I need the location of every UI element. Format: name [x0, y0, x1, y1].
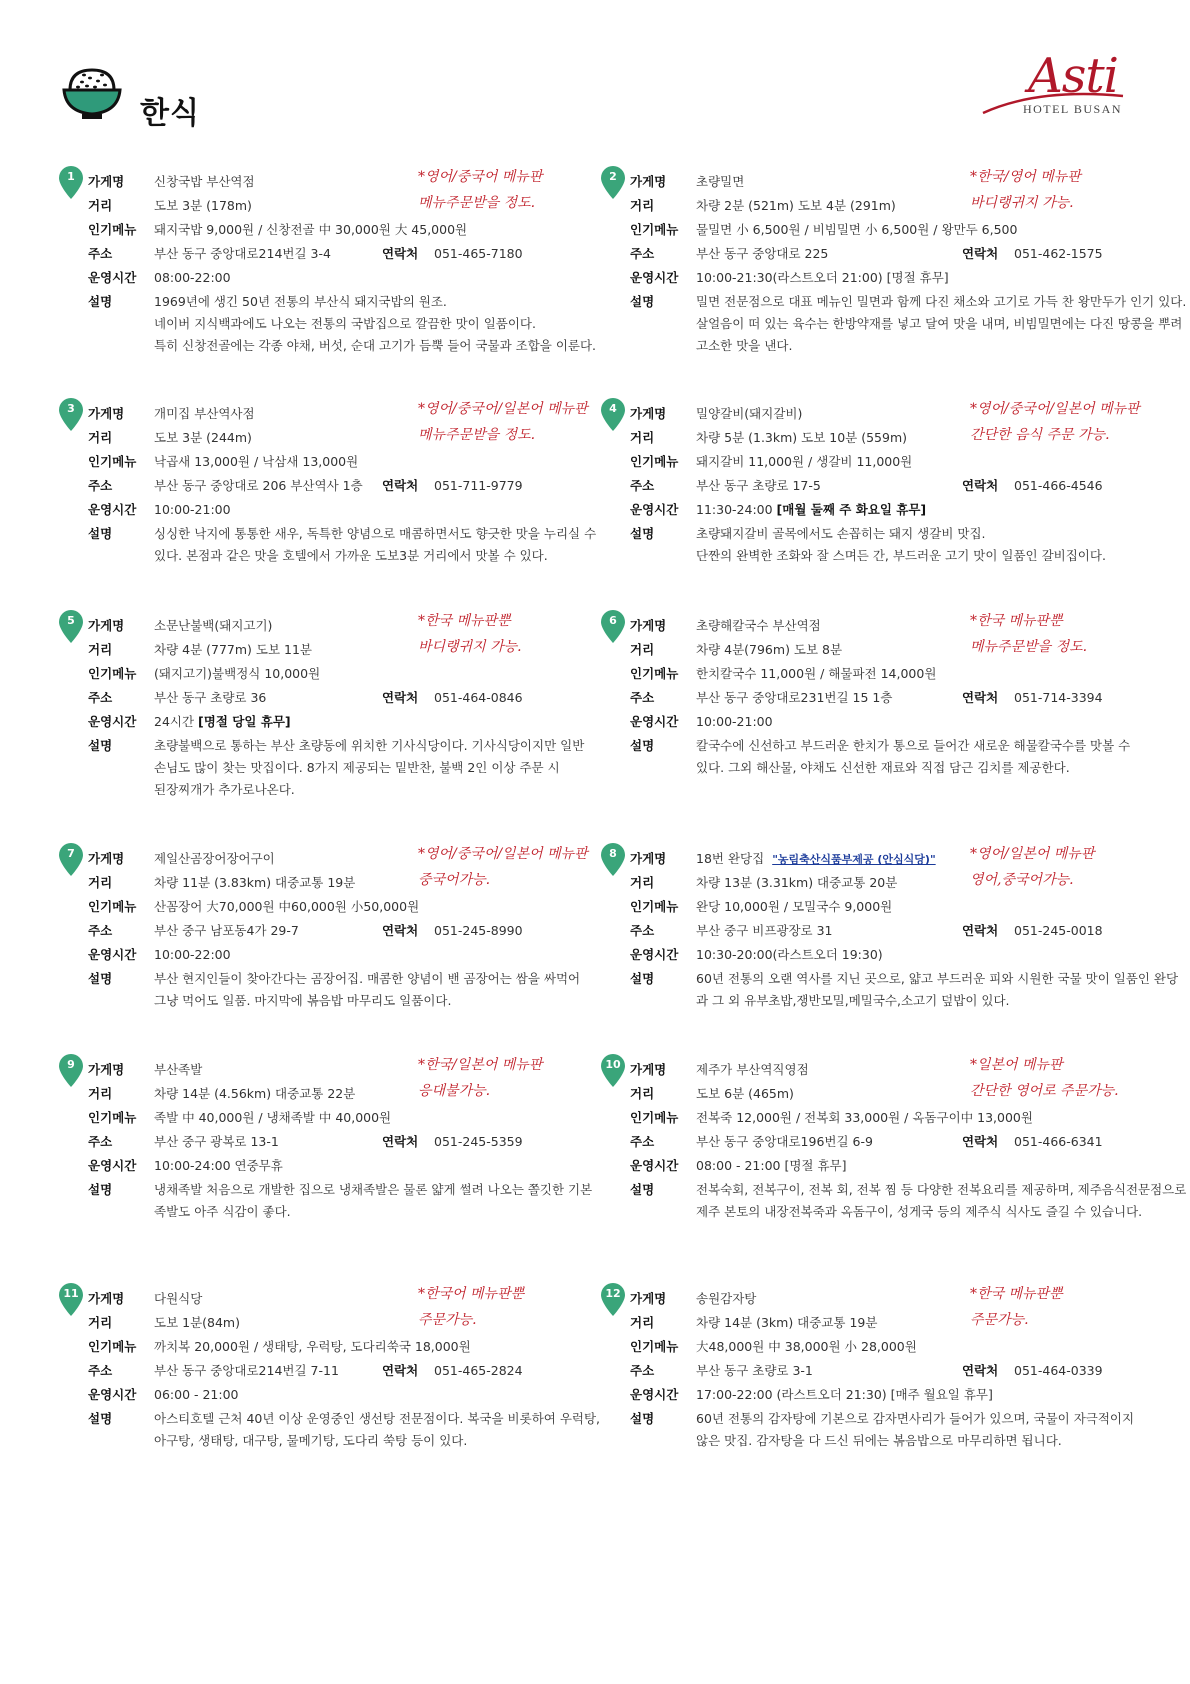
address-value: 부산 동구 중앙대로 225 — [696, 246, 829, 261]
address-label: 주소 — [630, 478, 655, 493]
hours-label: 운영시간 — [630, 270, 679, 285]
hours-label: 운영시간 — [88, 270, 137, 285]
hours-value: 08:00-22:00 — [154, 270, 231, 285]
hours-value: 08:00 - 21:00 [명절 휴무] — [696, 1158, 847, 1173]
map-pin-icon — [600, 1054, 626, 1088]
menu-value: 大48,000원 中 38,000원 小 28,000원 — [696, 1339, 917, 1354]
restaurant-entry — [67, 846, 648, 1049]
contact-label: 연락처 — [962, 478, 999, 493]
distance-value: 차량 5분 (1.3km) 도보 10분 (559m) — [696, 430, 908, 445]
menu-value: 돼지국밥 9,000원 / 신창전골 中 30,000원 大 45,000원 — [154, 222, 468, 237]
description-line: 아스티호텔 근처 40년 이상 운영중인 생선탕 전문점이다. 복국을 비롯하여 우럭탕, — [154, 1411, 601, 1426]
menu-value: 족발 中 40,000원 / 냉채족발 中 40,000원 — [154, 1110, 392, 1125]
handwritten-note — [970, 396, 1140, 448]
description-text — [154, 291, 634, 357]
distance-value: 도보 3분 (178m) — [154, 198, 252, 213]
address-value: 부산 동구 중앙대로214번길 3-4 — [154, 246, 331, 261]
menu-label: 인기메뉴 — [630, 899, 679, 914]
address-label: 주소 — [630, 246, 655, 261]
map-pin-icon — [58, 1054, 84, 1088]
menu-label: 인기메뉴 — [630, 454, 679, 469]
name-label: 가게명 — [88, 1062, 125, 1077]
description-text — [154, 735, 634, 801]
name-label: 가게명 — [630, 618, 667, 633]
note-line: 영어,중국어가능. — [970, 872, 1074, 888]
menu-label: 인기메뉴 — [88, 899, 137, 914]
distance-value: 차량 4분 (777m) 도보 11분 — [154, 642, 312, 657]
description-text — [154, 523, 634, 567]
logo-script: Asti — [1028, 48, 1118, 104]
map-pin-icon — [600, 1283, 626, 1317]
address-value: 부산 동구 중앙대로 206 부산역사 1층 — [154, 478, 363, 493]
distance-label: 거리 — [88, 430, 113, 445]
handwritten-note — [970, 164, 1081, 216]
entry-number: 11 — [63, 1287, 79, 1300]
description-line: 손님도 많이 찾는 맛집이다. 8가지 제공되는 밑반찬, 불백 2인 이상 주문 시 — [154, 760, 560, 775]
address-value: 부산 동구 초량로 3-1 — [696, 1363, 813, 1378]
description-line: 60년 전통의 오랜 역사를 지닌 곳으로, 얇고 부드러운 피와 시원한 국물 맛이 일품인 완당 — [696, 971, 1179, 986]
description-line: 고소한 맛을 낸다. — [696, 338, 793, 353]
distance-label: 거리 — [88, 1086, 113, 1101]
description-text — [154, 1179, 634, 1223]
address-value: 부산 중구 광복로 13-1 — [154, 1134, 279, 1149]
description-label: 설명 — [630, 971, 655, 986]
note-line: *한국 메뉴판뿐 — [970, 1286, 1063, 1302]
description-text — [696, 968, 1179, 1012]
distance-label: 거리 — [88, 1315, 113, 1330]
name-label: 가게명 — [630, 1291, 667, 1306]
hotel-logo — [960, 48, 1140, 118]
menu-label: 인기메뉴 — [88, 1110, 137, 1125]
menu-value: 완당 10,000원 / 모밀국수 9,000원 — [696, 899, 893, 914]
contact-value: 051-245-8990 — [434, 923, 523, 938]
note-line: *한국 메뉴판뿐 — [418, 613, 511, 629]
distance-label: 거리 — [630, 642, 655, 657]
restaurant-entry — [63, 1286, 648, 1489]
restaurant-name: 개미집 부산역사점 — [154, 406, 255, 421]
address-value: 부산 중구 비프광장로 31 — [696, 923, 833, 938]
handwritten-note — [970, 841, 1094, 893]
description-text — [696, 523, 1176, 567]
map-pin-icon — [58, 166, 84, 200]
map-pin-icon — [600, 166, 626, 200]
menu-value: 까치복 20,000원 / 생태탕, 우럭탕, 도다리쑥국 18,000원 — [154, 1339, 471, 1354]
name-label: 가게명 — [630, 406, 667, 421]
hours-value: 11:30-24:00 [매월 둘째 주 화요일 휴무] — [696, 502, 927, 517]
description-text — [154, 968, 634, 1012]
description-text — [696, 1408, 1176, 1452]
restaurant-entry — [605, 1286, 1190, 1489]
description-line: 제주 본토의 내장전복죽과 옥돔구이, 성게국 등의 제주식 식사도 즐길 수 있습니다. — [696, 1204, 1143, 1219]
address-row — [88, 688, 648, 708]
description-label: 설명 — [88, 1411, 113, 1426]
description-line: 밀면 전문점으로 대표 메뉴인 밀면과 함께 다진 채소와 고기로 가득 찬 왕만두가 인기 있다. — [696, 294, 1187, 309]
note-line: *영어/일본어 메뉴판 — [970, 846, 1095, 862]
entry-number: 1 — [67, 170, 75, 183]
hours-label: 운영시간 — [630, 1387, 679, 1402]
handwritten-note — [418, 396, 588, 448]
contact-value: 051-711-9779 — [434, 478, 523, 493]
hours-value: 06:00 - 21:00 — [154, 1387, 239, 1402]
distance-label: 거리 — [630, 198, 655, 213]
address-value: 부산 동구 초량로 36 — [154, 690, 267, 705]
entry-number: 2 — [609, 170, 617, 183]
note-line: 바디랭귀지 가능. — [418, 639, 522, 655]
hours-label: 운영시간 — [630, 502, 679, 517]
hours-value: 24시간 [명절 당일 휴무] — [154, 714, 291, 729]
restaurant-name: 18번 완당집 "농림축산식품부제공 (안심식당)" — [696, 851, 936, 866]
handwritten-note — [970, 1052, 1119, 1104]
contact-label: 연락처 — [382, 478, 419, 493]
contact-label: 연락처 — [382, 690, 419, 705]
address-row — [630, 921, 1190, 941]
restaurant-name: 초량해칼국수 부산역점 — [696, 618, 821, 633]
hours-label: 운영시간 — [630, 1158, 679, 1173]
address-label: 주소 — [88, 690, 113, 705]
note-line: 응대불가능. — [418, 1083, 491, 1099]
hours-label: 운영시간 — [88, 947, 137, 962]
entry-number: 10 — [605, 1058, 621, 1071]
description-line: 있다. 본점과 같은 맛을 호텔에서 가까운 도보3분 거리에서 맛볼 수 있다. — [154, 548, 548, 563]
restaurant-entry — [67, 613, 648, 816]
note-line: 메뉴주문받을 정도. — [970, 639, 1088, 655]
menu-label: 인기메뉴 — [88, 1339, 137, 1354]
restaurant-name: 초량밀면 — [696, 174, 745, 189]
hours-value: 17:00-22:00 (라스트오더 21:30) [매주 월요일 휴무] — [696, 1387, 993, 1402]
menu-value: (돼지고기)불백정식 10,000원 — [154, 666, 321, 681]
address-label: 주소 — [630, 690, 655, 705]
map-pin-icon — [600, 398, 626, 432]
description-line: 있다. 그외 해산물, 야채도 신선한 재료와 직접 담근 김치를 제공한다. — [696, 760, 1070, 775]
description-label: 설명 — [630, 1182, 655, 1197]
menu-value: 산꼼장어 大70,000원 中60,000원 小50,000원 — [154, 899, 420, 914]
description-label: 설명 — [88, 1182, 113, 1197]
hours-label: 운영시간 — [88, 714, 137, 729]
description-line: 단짠의 완벽한 조화와 잘 스며든 간, 부드러운 고기 맛이 일품인 갈비집이다. — [696, 548, 1106, 563]
menu-label: 인기메뉴 — [630, 1339, 679, 1354]
entry-number: 9 — [67, 1058, 75, 1071]
hours-value: 10:00-22:00 — [154, 947, 231, 962]
restaurant-name: 제주가 부산역직영점 — [696, 1062, 809, 1077]
hours-label: 운영시간 — [88, 1387, 137, 1402]
map-pin-icon — [600, 843, 626, 877]
note-line: 중국어가능. — [418, 872, 491, 888]
address-label: 주소 — [630, 1363, 655, 1378]
description-label: 설명 — [630, 294, 655, 309]
hours-label: 운영시간 — [630, 947, 679, 962]
distance-label: 거리 — [630, 1315, 655, 1330]
description-line: 싱싱한 낙지에 통통한 새우, 독특한 양념으로 매콤하면서도 향긋한 맛을 누리실 수 — [154, 526, 597, 541]
restaurant-entry — [609, 169, 1190, 372]
description-text — [696, 735, 1176, 779]
hours-value: 10:00-24:00 연중무휴 — [154, 1158, 283, 1173]
contact-label: 연락처 — [962, 1363, 999, 1378]
note-line: *한국/일본어 메뉴판 — [418, 1057, 543, 1073]
description-line: 네이버 지식백과에도 나오는 전통의 국밥집으로 깔끔한 맛이 일품이다. — [154, 316, 536, 331]
restaurant-name: 밀양갈비(돼지갈비) — [696, 406, 803, 421]
map-pin-icon — [58, 843, 84, 877]
contact-value: 051-465-7180 — [434, 246, 523, 261]
address-label: 주소 — [88, 478, 113, 493]
description-line: 그냥 먹어도 일품. 마지막에 볶음밥 마무리도 일품이다. — [154, 993, 452, 1008]
name-label: 가게명 — [88, 1291, 125, 1306]
contact-value: 051-714-3394 — [1014, 690, 1103, 705]
contact-value: 051-464-0339 — [1014, 1363, 1103, 1378]
address-label: 주소 — [88, 923, 113, 938]
distance-label: 거리 — [88, 875, 113, 890]
contact-label: 연락처 — [962, 246, 999, 261]
address-value: 부산 동구 중앙대로196번길 6-9 — [696, 1134, 873, 1149]
distance-label: 거리 — [88, 642, 113, 657]
contact-label: 연락처 — [382, 1134, 419, 1149]
distance-value: 도보 6분 (465m) — [696, 1086, 794, 1101]
hours-closed-note: [매월 둘째 주 화요일 휴무] — [776, 502, 927, 517]
menu-label: 인기메뉴 — [88, 454, 137, 469]
address-row — [88, 1361, 648, 1381]
hours-closed-note: [명절 당일 휴무] — [198, 714, 291, 729]
name-label: 가게명 — [88, 406, 125, 421]
address-label: 주소 — [88, 1134, 113, 1149]
distance-value: 차량 13분 (3.31km) 대중교통 20분 — [696, 875, 898, 890]
description-line: 부산 현지인들이 찾아간다는 곰장어집. 매콤한 양념이 밴 곰장어는 쌈을 싸먹어 — [154, 971, 581, 986]
description-label: 설명 — [630, 526, 655, 541]
restaurant-entry — [67, 1057, 648, 1260]
menu-value: 낙곱새 13,000원 / 낙삼새 13,000원 — [154, 454, 359, 469]
address-row — [630, 244, 1190, 264]
restaurant-entry — [609, 401, 1190, 604]
description-line: 특히 신창전골에는 각종 야채, 버섯, 순대 고기가 듬뿍 들어 국물과 조합을 이룬다. — [154, 338, 597, 353]
address-row — [88, 476, 648, 496]
contact-label: 연락처 — [962, 690, 999, 705]
description-text — [696, 1179, 1187, 1223]
distance-label: 거리 — [630, 430, 655, 445]
entry-number: 3 — [67, 402, 75, 415]
note-line: 간단한 음식 주문 가능. — [970, 427, 1110, 443]
distance-value: 차량 14분 (4.56km) 대중교통 22분 — [154, 1086, 356, 1101]
entry-number: 12 — [605, 1287, 621, 1300]
name-label: 가게명 — [630, 174, 667, 189]
entry-number: 5 — [67, 614, 75, 627]
description-text — [696, 291, 1187, 357]
menu-label: 인기메뉴 — [88, 222, 137, 237]
note-line: 메뉴주문받을 정도. — [418, 427, 536, 443]
address-row — [630, 1132, 1190, 1152]
contact-value: 051-245-5359 — [434, 1134, 523, 1149]
hours-value: 10:00-21:00 — [154, 502, 231, 517]
description-line: 60년 전통의 감자탕에 기본으로 감자면사리가 들어가 있으며, 국물이 자극적이지 — [696, 1411, 1135, 1426]
restaurant-entry — [67, 169, 648, 372]
restaurant-entry — [609, 846, 1190, 1049]
address-row — [630, 476, 1190, 496]
distance-value: 도보 3분 (244m) — [154, 430, 252, 445]
note-line: 주문가능. — [970, 1312, 1029, 1328]
menu-value: 돼지갈비 11,000원 / 생갈비 11,000원 — [696, 454, 913, 469]
address-value: 부산 동구 중앙대로214번길 7-11 — [154, 1363, 339, 1378]
note-line: 간단한 영어로 주문가능. — [970, 1083, 1119, 1099]
rice-bowl-icon — [60, 60, 124, 124]
address-label: 주소 — [88, 1363, 113, 1378]
address-value: 부산 동구 중앙대로231번길 15 1층 — [696, 690, 893, 705]
entry-number: 6 — [609, 614, 617, 627]
hours-value: 10:30-20:00(라스트오더 19:30) — [696, 947, 883, 962]
menu-value: 전복죽 12,000원 / 전복회 33,000원 / 옥돔구이中 13,000원 — [696, 1110, 1033, 1125]
distance-value: 차량 14분 (3km) 대중교통 19분 — [696, 1315, 878, 1330]
note-line: 바디랭귀지 가능. — [970, 195, 1074, 211]
contact-label: 연락처 — [382, 246, 419, 261]
description-label: 설명 — [88, 294, 113, 309]
hours-label: 운영시간 — [630, 714, 679, 729]
distance-label: 거리 — [630, 1086, 655, 1101]
address-row — [630, 688, 1190, 708]
restaurant-entry — [605, 1057, 1190, 1260]
contact-label: 연락처 — [382, 923, 419, 938]
map-pin-icon — [58, 398, 84, 432]
description-label: 설명 — [630, 1411, 655, 1426]
note-line: *한국 메뉴판뿐 — [970, 613, 1063, 629]
distance-value: 도보 1분(84m) — [154, 1315, 240, 1330]
restaurant-entry — [67, 401, 648, 604]
restaurant-name: 제일산곰장어장어구이 — [154, 851, 275, 866]
contact-value: 051-465-2824 — [434, 1363, 523, 1378]
description-label: 설명 — [88, 971, 113, 986]
contact-value: 051-245-0018 — [1014, 923, 1103, 938]
address-label: 주소 — [88, 246, 113, 261]
distance-value: 차량 11분 (3.83km) 대중교통 19분 — [154, 875, 356, 890]
description-line: 된장찌개가 추가로나온다. — [154, 782, 295, 797]
menu-label: 인기메뉴 — [630, 666, 679, 681]
name-label: 가게명 — [630, 851, 667, 866]
description-label: 설명 — [88, 526, 113, 541]
distance-label: 거리 — [88, 198, 113, 213]
name-label: 가게명 — [630, 1062, 667, 1077]
contact-value: 051-466-4546 — [1014, 478, 1103, 493]
entry-number: 4 — [609, 402, 617, 415]
menu-value: 물밀면 小 6,500원 / 비빔밀면 小 6,500원 / 왕만두 6,500 — [696, 222, 1018, 237]
address-row — [88, 921, 648, 941]
map-pin-icon — [58, 1283, 84, 1317]
map-pin-icon — [58, 610, 84, 644]
restaurant-name: 소문난불백(돼지고기) — [154, 618, 273, 633]
address-label: 주소 — [630, 1134, 655, 1149]
note-line: *일본어 메뉴판 — [970, 1057, 1063, 1073]
address-label: 주소 — [630, 923, 655, 938]
hours-value: 10:00-21:30(라스트오더 21:00) [명절 휴무] — [696, 270, 949, 285]
contact-label: 연락처 — [382, 1363, 419, 1378]
description-line: 냉채족발 처음으로 개발한 집으로 냉채족발은 물론 얇게 썰려 나오는 쫄깃한 기본 — [154, 1182, 593, 1197]
description-line: 족발도 아주 식감이 좋다. — [154, 1204, 291, 1219]
address-row — [88, 244, 648, 264]
description-line: 않은 맛집. 감자탕을 다 드신 뒤에는 볶음밥으로 마무리하면 됩니다. — [696, 1433, 1062, 1448]
contact-value: 051-462-1575 — [1014, 246, 1103, 261]
handwritten-note — [418, 1052, 542, 1104]
menu-label: 인기메뉴 — [88, 666, 137, 681]
note-line: *영어/중국어/일본어 메뉴판 — [418, 401, 588, 417]
contact-value: 051-466-6341 — [1014, 1134, 1103, 1149]
hours-label: 운영시간 — [88, 1158, 137, 1173]
restaurant-name: 신창국밥 부산역점 — [154, 174, 255, 189]
description-line: 초량돼지갈비 골목에서도 손꼽히는 돼지 생갈비 맛집. — [696, 526, 986, 541]
description-line: 아구탕, 생태탕, 대구탕, 물메기탕, 도다리 쑥탕 등이 있다. — [154, 1433, 468, 1448]
distance-value: 차량 2분 (521m) 도보 4분 (291m) — [696, 198, 896, 213]
handwritten-note — [970, 608, 1087, 660]
note-line: *영어/중국어/일본어 메뉴판 — [970, 401, 1140, 417]
address-value: 부산 동구 초량로 17-5 — [696, 478, 821, 493]
restaurant-name: 다원식당 — [154, 1291, 203, 1306]
entry-number: 8 — [609, 847, 617, 860]
distance-label: 거리 — [630, 875, 655, 890]
page-title: 한식 — [140, 96, 200, 131]
address-value: 부산 중구 남포동4가 29-7 — [154, 923, 299, 938]
restaurant-entry — [609, 613, 1190, 816]
hours-label: 운영시간 — [88, 502, 137, 517]
hours-value: 10:00-21:00 — [696, 714, 773, 729]
map-pin-icon — [600, 610, 626, 644]
restaurant-name: 송원감자탕 — [696, 1291, 757, 1306]
handwritten-note — [418, 1281, 524, 1333]
note-line: *영어/중국어/일본어 메뉴판 — [418, 846, 588, 862]
note-line: *한국/영어 메뉴판 — [970, 169, 1081, 185]
menu-label: 인기메뉴 — [630, 222, 679, 237]
handwritten-note — [418, 841, 588, 893]
handwritten-note — [418, 164, 542, 216]
description-line: 칼국수에 신선하고 부드러운 한치가 통으로 들어간 새로운 해물칼국수를 맛볼 수 — [696, 738, 1131, 753]
distance-value: 차량 4분(796m) 도보 8분 — [696, 642, 843, 657]
contact-value: 051-464-0846 — [434, 690, 523, 705]
address-row — [630, 1361, 1190, 1381]
note-line: 주문가능. — [418, 1312, 477, 1328]
description-text — [154, 1408, 634, 1452]
description-line: 전복숙회, 전복구이, 전복 회, 전복 찜 등 다양한 전복요리를 제공하며, 제주음식전문점으로 — [696, 1182, 1187, 1197]
contact-label: 연락처 — [962, 1134, 999, 1149]
address-row — [88, 1132, 648, 1152]
note-line: *한국어 메뉴판뿐 — [418, 1286, 525, 1302]
handwritten-note — [418, 608, 522, 660]
logo-subtitle: HOTEL BUSAN — [1022, 102, 1122, 116]
name-label: 가게명 — [88, 174, 125, 189]
description-label: 설명 — [630, 738, 655, 753]
note-line: *영어/중국어 메뉴판 — [418, 169, 543, 185]
contact-label: 연락처 — [962, 923, 999, 938]
menu-value: 한치칼국수 11,000원 / 해물파전 14,000원 — [696, 666, 937, 681]
description-line: 초량불백으로 통하는 부산 초량동에 위치한 기사식당이다. 기사식당이지만 일반 — [154, 738, 585, 753]
description-line: 살얼음이 떠 있는 육수는 한방약재를 넣고 달여 맛을 내며, 비빔밀면에는 다진 땅콩을 뿌려 — [696, 316, 1183, 331]
entry-number: 7 — [67, 847, 75, 860]
handwritten-note — [970, 1281, 1063, 1333]
name-label: 가게명 — [88, 851, 125, 866]
menu-label: 인기메뉴 — [630, 1110, 679, 1125]
description-line: 과 그 외 유부초밥,쟁반모밀,메밀국수,소고기 덮밥이 있다. — [696, 993, 1010, 1008]
safe-restaurant-link[interactable]: "농림축산식품부제공 (안심식당)" — [772, 853, 936, 866]
name-label: 가게명 — [88, 618, 125, 633]
description-label: 설명 — [88, 738, 113, 753]
restaurant-name: 부산족발 — [154, 1062, 203, 1077]
description-line: 1969년에 생긴 50년 전통의 부산식 돼지국밥의 원조. — [154, 294, 447, 309]
note-line: 메뉴주문받을 정도. — [418, 195, 536, 211]
